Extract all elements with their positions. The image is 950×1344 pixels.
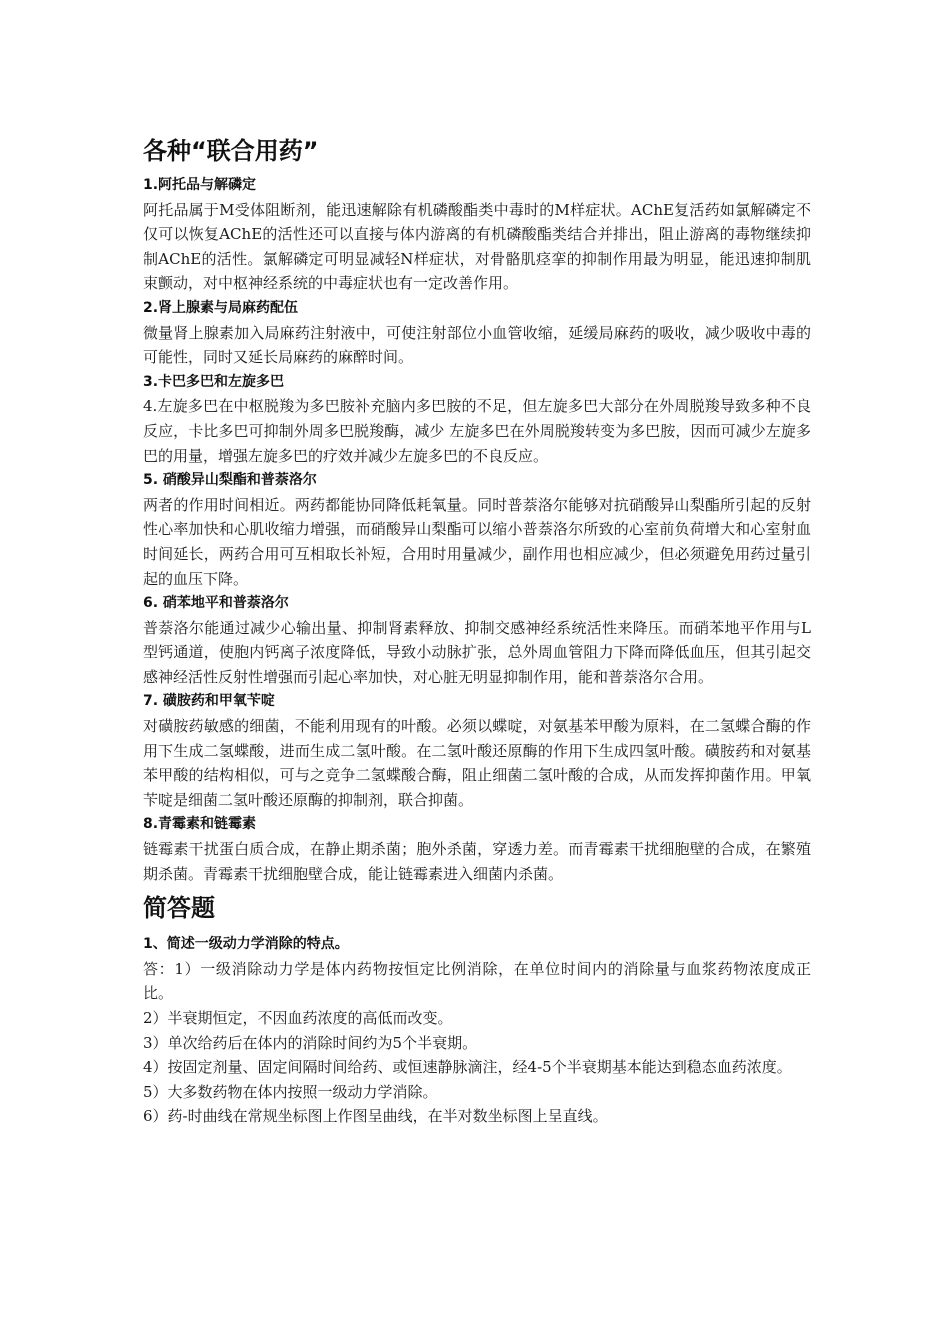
question-title: 1、简述一级动力学消除的特点。 [143, 936, 349, 953]
answer-line: 2）半衰期恒定，不因血药浓度的高低而改变。 [143, 1009, 453, 1027]
answer-line: 6）药-时曲线在常规坐标图上作图呈曲线，在半对数坐标图上呈直线。 [143, 1107, 608, 1126]
section-3 [143, 370, 811, 468]
section-title: 1.阿托品与解磷定 [143, 177, 257, 193]
section-6 [143, 591, 811, 689]
section-body: 链霉素干扰蛋白质合成，在静止期杀菌；胞外杀菌，穿透力差。而青霉素干扰细胞壁的合成，在繁殖期杀菌。青霉素干扰细胞壁合成，能让链霉素进入细菌内杀菌。 [143, 840, 811, 883]
section-title: 3.卡巴多巴和左旋多巴 [143, 373, 285, 390]
section-title: 5. 硝酸异山梨酯和普萘洛尔 [143, 472, 317, 489]
section-title: 2.肾上腺素与局麻药配伍 [143, 299, 299, 316]
section-body: 微量肾上腺素加入局麻药注射液中，可使注射部位小血管收缩，延缓局麻药的吸收，减少吸收中毒的可能性，同时又延长局麻药的麻醉时间。 [143, 323, 811, 367]
section-title: 7. 磺胺药和甲氧苄啶 [143, 693, 275, 710]
answer-line: 5）大多数药物在体内按照一级动力学消除。 [143, 1082, 438, 1101]
heading-short-answer: 简答题 [143, 894, 215, 923]
section-body: 对磺胺药敏感的细菌，不能利用现有的叶酸。必须以蝶啶，对氨基苯甲酸为原料，在二氢蝶合酶的作用下生成二氢蝶酸，进而生成二氢叶酸。在二氢叶酸还原酶的作用下生成四氢叶酸。磺胺药和对氨基苯甲酸的结构相似，可与之竞争二氢蝶酸合酶，阻止细菌二氢叶酸的合成，从而发挥抑菌作用。甲氧苄啶是细菌二氢叶酸还原酶的抑制剂，联合抑菌。 [143, 717, 811, 809]
section-title: 8.青霉素和链霉素 [143, 816, 257, 833]
section-body: 4.左旋多巴在中枢脱羧为多巴胺补充脑内多巴胺的不足，但左旋多巴大部分在外周脱羧导致多种不良反应，卡比多巴可抑制外周多巴脱羧酶，减少 左旋多巴在外周脱羧转变为多巴胺，因而可减少左旋多巴的用量，增强左旋多巴的疗效并减少左旋多巴的不良反应。 [143, 397, 811, 465]
section-2 [143, 296, 811, 370]
section-body: 普萘洛尔能通过减少心输出量、抑制肾素释放、抑制交感神经系统活性来降压。而硝苯地平作用与L型钙通道，使胞内钙离子浓度降低，导致小动脉扩张，总外周血管阻力下降而降低血压，但其引起交感神经活性反射性增强而引起心率加快，对心脏无明显抑制作用，能和普萘洛尔合用。 [143, 618, 811, 686]
section-1 [143, 173, 811, 296]
question-1 [143, 932, 811, 1129]
heading-combination-drugs: 各种“联合用药” [143, 137, 319, 165]
section-5 [143, 468, 811, 591]
section-body: 两者的作用时间相近。两药都能协同降低耗氧量。同时普萘洛尔能够对抗硝酸异山梨酯所引起的反射性心率加快和心肌收缩力增强，而硝酸异山梨酯可以缩小普萘洛尔所致的心室前负荷增大和心室射血时间延长，两药合用可互相取长补短，合用时用量减少，副作用也相应减少，但必须避免用药过量引起的血压下降。 [143, 495, 811, 588]
section-body: 阿托品属于M受体阻断剂，能迅速解除有机磷酸酯类中毒时的M样症状。AChE复活药如氯解磷定不仅可以恢复AChE的活性还可以直接与体内游离的有机磷酸酯类结合并排出，阻止游离的毒物继续抑制AChE的活性。氯解磷定可明显减轻N样症状，对骨骼肌痉挛的抑制作用最为明显，能迅速抑制肌束颤动，对中枢神经系统的中毒症状也有一定改善作用。 [143, 200, 811, 293]
answer-line: 4）按固定剂量、固定间隔时间给药、或恒速静脉滴注，经4-5个半衰期基本能达到稳态血药浓度。 [143, 1058, 792, 1077]
answer-line: 3）单次给药后在体内的消除时间约为5个半衰期。 [143, 1033, 478, 1052]
document-page [143, 0, 811, 1129]
section-8 [143, 812, 811, 886]
section-title: 6. 硝苯地平和普萘洛尔 [143, 595, 289, 612]
section-7 [143, 689, 811, 812]
answer-line: 答：1）一级消除动力学是体内药物按恒定比例消除，在单位时间内的消除量与血浆药物浓度成正比。 [143, 959, 811, 1003]
